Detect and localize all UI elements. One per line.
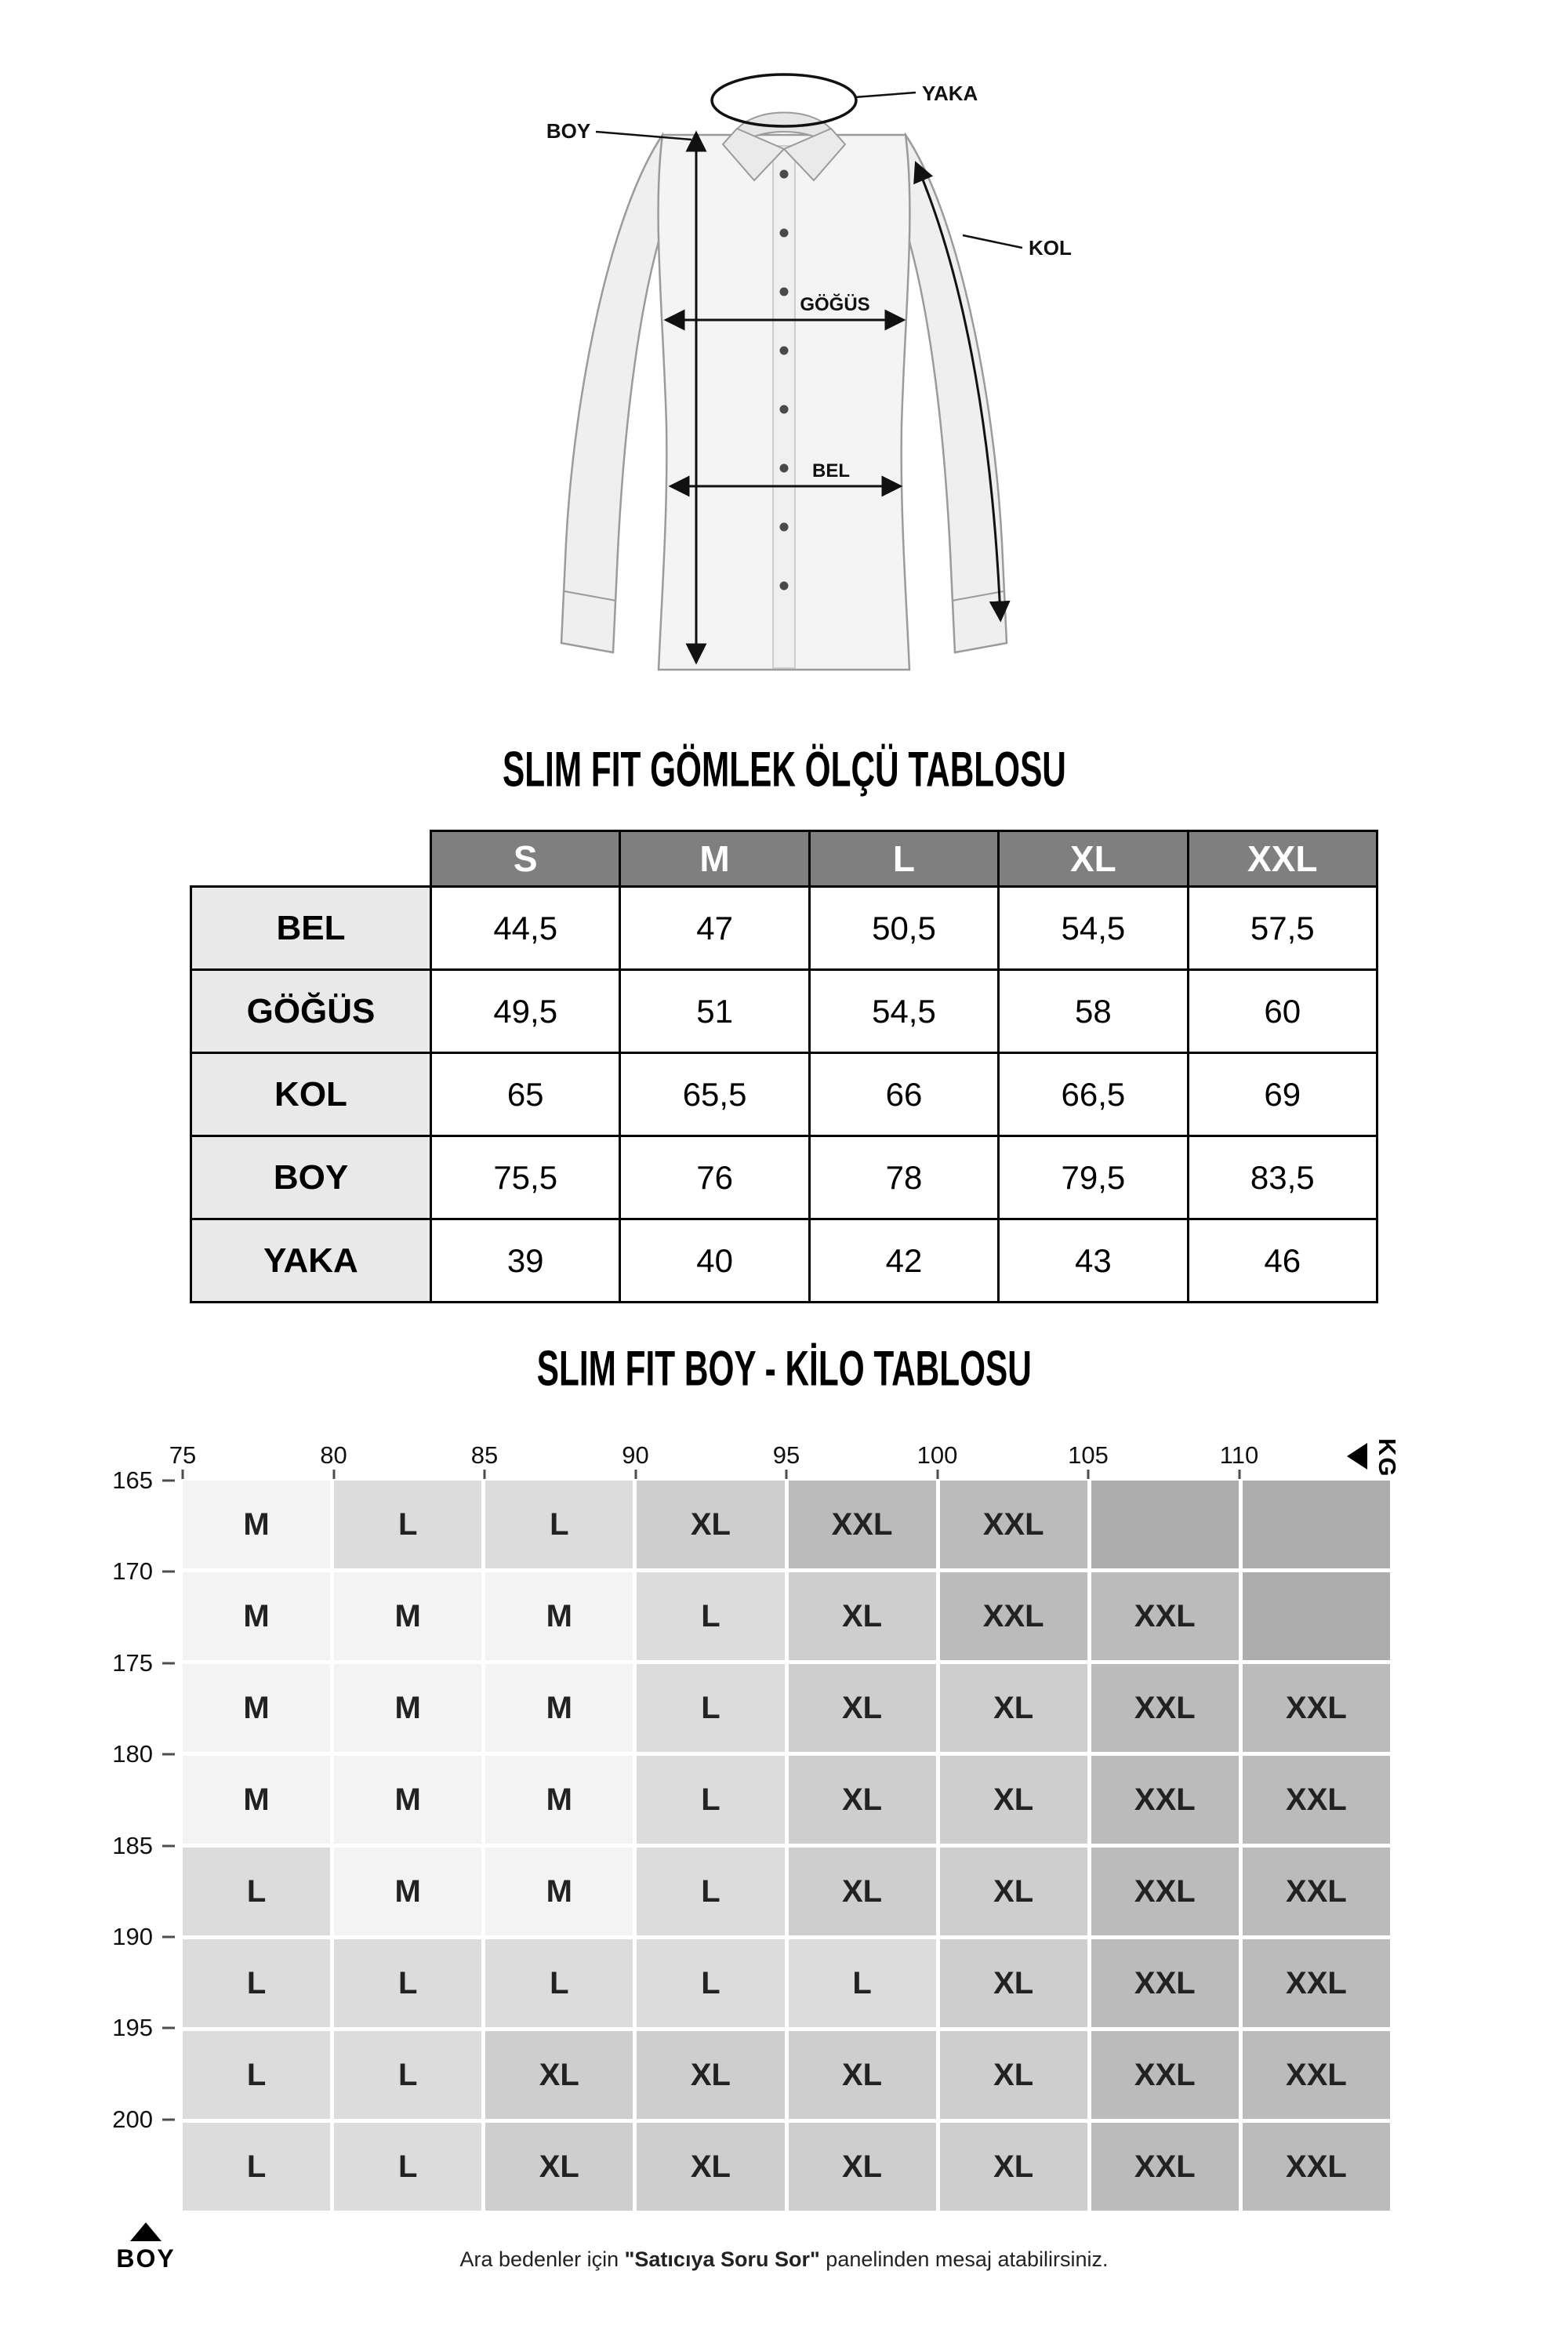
- size-table-row: [191, 1219, 1377, 1303]
- kg-cell-xl: XL: [637, 2123, 784, 2211]
- kg-cell-l: L: [485, 1481, 633, 1568]
- kg-tick-label: 100: [916, 1441, 958, 1469]
- boy-axis: [79, 1466, 183, 2211]
- kg-cell-xxl: XXL: [1091, 1756, 1239, 1844]
- kg-axis-marker: [1347, 1438, 1401, 1478]
- size-row-label: KOL: [191, 1053, 431, 1136]
- kg-cell-xl: XL: [789, 2123, 936, 2211]
- kg-cell-xl: XL: [940, 1664, 1087, 1752]
- size-column-header-s: S: [431, 831, 620, 887]
- size-value-cell: 43: [999, 1219, 1188, 1303]
- size-value-cell: 46: [1188, 1219, 1377, 1303]
- kg-cell-xxl: XXL: [1091, 1572, 1239, 1660]
- kg-cell-m: M: [334, 1756, 481, 1844]
- size-value-cell: 39: [431, 1219, 620, 1303]
- kg-cell-l: L: [637, 1848, 784, 1935]
- kg-cell-l: L: [334, 2031, 481, 2119]
- size-row-label: BEL: [191, 887, 431, 970]
- kg-axis: [169, 1438, 1401, 1481]
- kg-tick-label: 90: [622, 1441, 649, 1469]
- size-table-row: [191, 970, 1377, 1053]
- kg-cell-xl: XL: [485, 2123, 633, 2211]
- size-value-cell: 58: [999, 970, 1188, 1053]
- boy-tick-mark: [162, 1844, 175, 1847]
- size-value-cell: 69: [1188, 1053, 1377, 1136]
- bel-label: BEL: [812, 460, 850, 481]
- size-table-row: [191, 1053, 1377, 1136]
- kg-tick-mark: [1238, 1470, 1240, 1479]
- boy-tick-mark: [162, 1571, 175, 1573]
- shirt-left-sleeve: [561, 135, 668, 652]
- size-table: [190, 830, 1378, 1303]
- kg-tick-mark: [634, 1470, 637, 1479]
- kg-cell-l: L: [637, 1756, 784, 1844]
- kg-cell-empty: [1243, 1481, 1390, 1568]
- kg-cell-l: L: [183, 2123, 330, 2211]
- kg-tick-label: 95: [772, 1441, 800, 1469]
- kg-axis-label: KG: [1374, 1438, 1401, 1478]
- kg-cell-xxl: XXL: [1243, 1848, 1390, 1935]
- boy-tick-label: 190: [112, 1922, 153, 1950]
- size-value-cell: 79,5: [999, 1136, 1188, 1219]
- kg-cell-l: L: [334, 1939, 481, 2027]
- kg-cell-m: M: [485, 1572, 633, 1660]
- boy-arrow-up-icon: [130, 2222, 162, 2241]
- kg-cell-l: L: [637, 1939, 784, 2027]
- boy-tick-mark: [162, 2027, 175, 2029]
- size-value-cell: 65: [431, 1053, 620, 1136]
- boy-tick-label: 180: [112, 1740, 153, 1768]
- size-table-row: [191, 887, 1377, 970]
- size-value-cell: 42: [809, 1219, 998, 1303]
- size-column-header-l: L: [809, 831, 998, 887]
- size-value-cell: 51: [620, 970, 809, 1053]
- size-value-cell: 76: [620, 1136, 809, 1219]
- size-value-cell: 78: [809, 1136, 998, 1219]
- kg-cell-xxl: XXL: [1091, 1939, 1239, 2027]
- kg-cell-l: L: [334, 1481, 481, 1568]
- yaka-label: YAKA: [922, 82, 978, 105]
- kg-tick-mark: [786, 1470, 788, 1479]
- size-table-corner: [191, 831, 431, 887]
- kol-label: KOL: [1029, 236, 1072, 260]
- shirt-right-sleeve: [900, 135, 1007, 652]
- kg-arrow-left-icon: [1347, 1443, 1367, 1470]
- size-table-row: [191, 1136, 1377, 1219]
- kg-tick-mark: [1087, 1470, 1090, 1479]
- kg-cell-m: M: [183, 1572, 330, 1660]
- gogus-label: GÖĞÜS: [800, 294, 870, 315]
- shirt-measurement-diagram: [478, 56, 1098, 715]
- footnote-suffix: panelinden mesaj atabilirsiniz.: [819, 2247, 1109, 2271]
- kg-cell-xxl: XXL: [1091, 1664, 1239, 1752]
- size-recommendation-grid: [183, 1481, 1390, 2211]
- kg-cell-xl: XL: [637, 2031, 784, 2119]
- kg-cell-l: L: [637, 1664, 784, 1752]
- kg-cell-l: L: [789, 1939, 936, 2027]
- kg-cell-l: L: [183, 1939, 330, 2027]
- kg-cell-empty: [1091, 1481, 1239, 1568]
- size-value-cell: 54,5: [999, 887, 1188, 970]
- kol-connector-line: [963, 235, 1022, 248]
- kg-tick-label: 110: [1219, 1441, 1259, 1469]
- size-value-cell: 57,5: [1188, 887, 1377, 970]
- kg-cell-xl: XL: [789, 1848, 936, 1935]
- size-value-cell: 65,5: [620, 1053, 809, 1136]
- kg-tick-label: 105: [1068, 1441, 1109, 1469]
- size-row-label: GÖĞÜS: [191, 970, 431, 1053]
- kg-cell-empty: [1243, 1572, 1390, 1660]
- kg-cell-m: M: [183, 1756, 330, 1844]
- size-column-header-m: M: [620, 831, 809, 887]
- kg-cell-xl: XL: [940, 2123, 1087, 2211]
- kg-tick-mark: [484, 1470, 486, 1479]
- kg-cell-xl: XL: [940, 2031, 1087, 2119]
- kg-cell-xl: XL: [485, 2031, 633, 2119]
- kg-cell-m: M: [485, 1756, 633, 1844]
- size-column-header-xxl: XXL: [1188, 831, 1377, 887]
- kg-tick-label: 80: [320, 1441, 347, 1469]
- kg-cell-xl: XL: [789, 2031, 936, 2119]
- kg-cell-l: L: [183, 2031, 330, 2119]
- size-value-cell: 44,5: [431, 887, 620, 970]
- footnote-prefix: Ara bedenler için: [459, 2247, 625, 2271]
- boy-tick-label: 165: [112, 1466, 153, 1494]
- size-row-label: YAKA: [191, 1219, 431, 1303]
- kg-cell-xxl: XXL: [1091, 2123, 1239, 2211]
- size-value-cell: 60: [1188, 970, 1377, 1053]
- boy-tick-label: 175: [112, 1648, 153, 1677]
- kg-cell-xl: XL: [940, 1756, 1087, 1844]
- size-value-cell: 54,5: [809, 970, 998, 1053]
- kg-cell-l: L: [334, 2123, 481, 2211]
- kg-cell-l: L: [485, 1939, 633, 2027]
- size-value-cell: 50,5: [809, 887, 998, 970]
- size-column-header-xl: XL: [999, 831, 1188, 887]
- kg-cell-xl: XL: [789, 1664, 936, 1752]
- kg-tick-label: 85: [470, 1441, 499, 1469]
- kg-cell-xl: XL: [637, 1481, 784, 1568]
- kg-cell-xxl: XXL: [940, 1572, 1087, 1660]
- boy-tick-mark: [162, 1480, 175, 1482]
- boy-tick-label: 170: [112, 1557, 153, 1586]
- kg-cell-m: M: [334, 1572, 481, 1660]
- size-value-cell: 49,5: [431, 970, 620, 1053]
- kg-cell-m: M: [183, 1481, 330, 1568]
- weight-grid-section: [112, 1438, 1401, 2211]
- size-value-cell: 75,5: [431, 1136, 620, 1219]
- kg-cell-xxl: XXL: [1243, 2031, 1390, 2119]
- kg-cell-m: M: [485, 1848, 633, 1935]
- kg-cell-xxl: XXL: [1091, 2031, 1239, 2119]
- kg-cell-l: L: [637, 1572, 784, 1660]
- kg-cell-xxl: XXL: [1243, 1939, 1390, 2027]
- size-value-cell: 40: [620, 1219, 809, 1303]
- kg-tick-mark: [332, 1470, 335, 1479]
- boy-tick-mark: [162, 1935, 175, 1938]
- size-table-title: SLIM FIT GÖMLEK ÖLÇÜ TABLOSU: [502, 742, 1066, 798]
- kg-cell-xxl: XXL: [940, 1481, 1087, 1568]
- size-value-cell: 47: [620, 887, 809, 970]
- size-value-cell: 66: [809, 1053, 998, 1136]
- boy-axis-label: BOY: [116, 2244, 176, 2273]
- kg-cell-xl: XL: [940, 1939, 1087, 2027]
- size-value-cell: 83,5: [1188, 1136, 1377, 1219]
- kg-cell-m: M: [334, 1848, 481, 1935]
- footnote-bold: "Satıcıya Soru Sor": [624, 2247, 820, 2271]
- kg-tick-mark: [182, 1470, 184, 1479]
- boy-tick-label: 185: [112, 1831, 153, 1859]
- boy-tick-mark: [162, 1662, 175, 1664]
- kg-tick-label: 75: [169, 1441, 197, 1469]
- boy-tick-label: 200: [112, 2105, 153, 2133]
- kg-cell-xl: XL: [940, 1848, 1087, 1935]
- kg-cell-l: L: [183, 1848, 330, 1935]
- footnote: [0, 2247, 1568, 2272]
- boy-label: BOY: [546, 119, 591, 143]
- kg-cell-xl: XL: [789, 1572, 936, 1660]
- yaka-connector-line: [855, 93, 916, 97]
- kg-cell-xxl: XXL: [1243, 1756, 1390, 1844]
- kg-cell-m: M: [334, 1664, 481, 1752]
- size-value-cell: 66,5: [999, 1053, 1188, 1136]
- kg-cell-xxl: XXL: [789, 1481, 936, 1568]
- kg-cell-xl: XL: [789, 1756, 936, 1844]
- weight-table-title: SLIM FIT BOY - KİLO TABLOSU: [536, 1341, 1032, 1397]
- kg-cell-xxl: XXL: [1243, 1664, 1390, 1752]
- kg-cell-m: M: [183, 1664, 330, 1752]
- kg-cell-m: M: [485, 1664, 633, 1752]
- boy-tick-mark: [162, 2118, 175, 2120]
- kg-tick-mark: [936, 1470, 938, 1479]
- kg-cell-xxl: XXL: [1243, 2123, 1390, 2211]
- kg-cell-xxl: XXL: [1091, 1848, 1239, 1935]
- boy-tick-label: 195: [112, 2014, 153, 2042]
- boy-tick-mark: [162, 1753, 175, 1756]
- size-row-label: BOY: [191, 1136, 431, 1219]
